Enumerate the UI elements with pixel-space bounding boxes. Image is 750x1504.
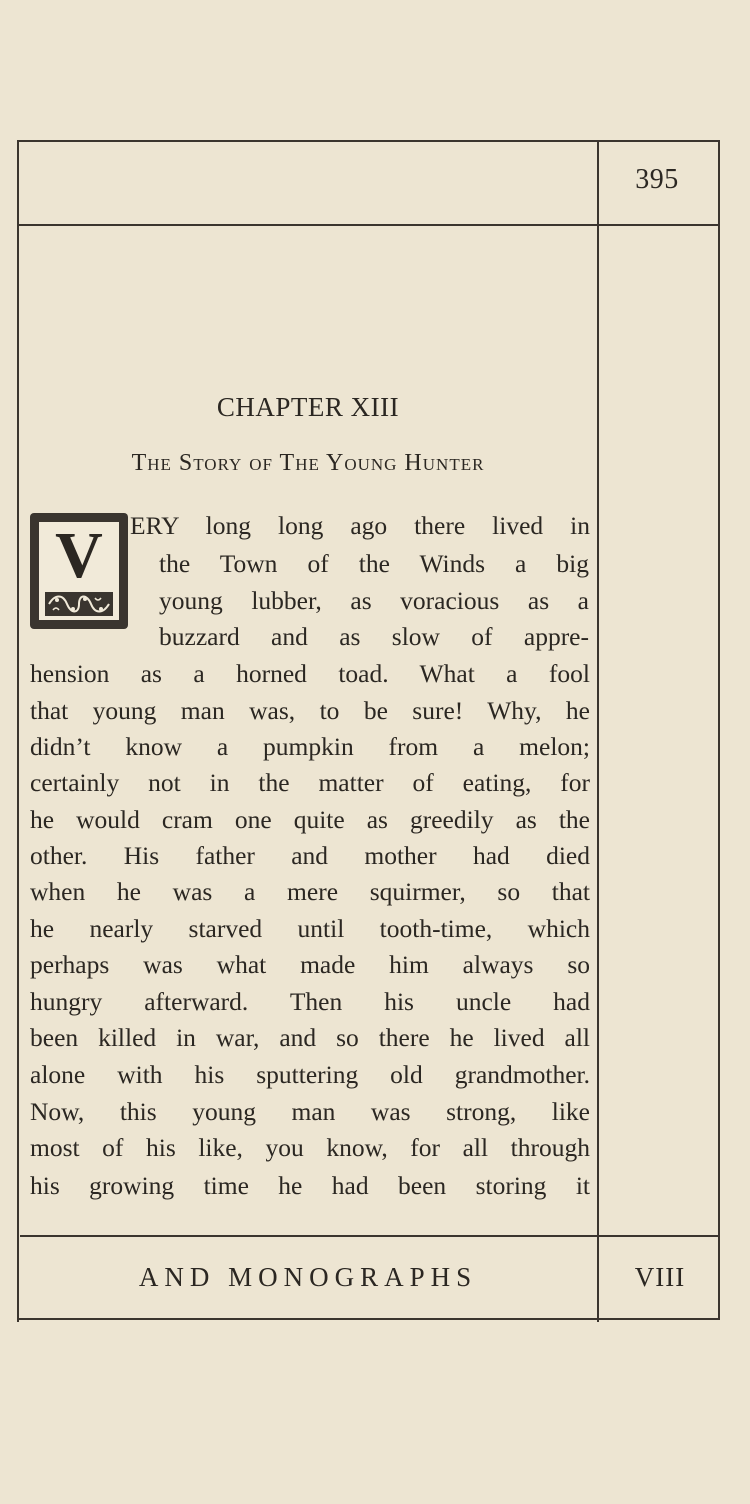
frame-right-border — [718, 140, 720, 1320]
page-number: 395 — [635, 164, 679, 195]
chapter-title: CHAPTER XIII — [216, 392, 400, 422]
drop-cap — [30, 513, 128, 629]
text-line: he would cram one quite as greedily as the — [30, 805, 590, 834]
frame-top-border — [17, 140, 720, 142]
chapter-subtitle: The Story of The Young Hunter — [131, 450, 485, 476]
text-line: the Town of the Winds a big — [159, 549, 589, 578]
drop-cap-letter: V — [55, 519, 103, 592]
text-line: hungry afterward. Then his uncle had — [30, 987, 590, 1016]
frame-left-border — [17, 142, 19, 1322]
frame-header-separator — [17, 224, 720, 226]
floral-ornament-icon — [45, 592, 113, 616]
text-line: hension as a horned toad. What a fool — [30, 659, 590, 688]
text-line: been killed in war, and so there he lived all — [30, 1023, 590, 1052]
frame-footer-separator — [20, 1235, 720, 1237]
text-line: alone with his sputtering old grandmother. — [30, 1060, 590, 1089]
text-line: certainly not in the matter of eating, for — [30, 768, 590, 797]
text-line: when he was a mere squirmer, so that — [30, 877, 590, 906]
text-line: perhaps was what made him always so — [30, 950, 590, 979]
drop-cap-frame — [37, 520, 121, 622]
text-line: Now, this young man was strong, like — [30, 1097, 590, 1126]
footer-volume-number: VIII — [634, 1262, 686, 1292]
footer-series-title: AND MONOGRAPHS — [138, 1262, 478, 1292]
text-line: other. His father and mother had died — [30, 841, 590, 870]
text-line: didn’t know a pumpkin from a melon; — [30, 732, 590, 761]
text-line: ERY long long ago there lived in — [130, 511, 590, 540]
frame-column-divider — [597, 142, 599, 1322]
text-line: most of his like, you know, for all through — [30, 1133, 590, 1162]
text-line: buzzard and as slow of appre- — [159, 622, 589, 651]
frame-bottom-border — [17, 1318, 720, 1320]
text-line: he nearly starved until tooth-time, which — [30, 914, 590, 943]
text-line: his growing time he had been storing it — [30, 1171, 590, 1200]
text-line: young lubber, as voracious as a — [159, 586, 589, 615]
text-line: that young man was, to be sure! Why, he — [30, 696, 590, 725]
